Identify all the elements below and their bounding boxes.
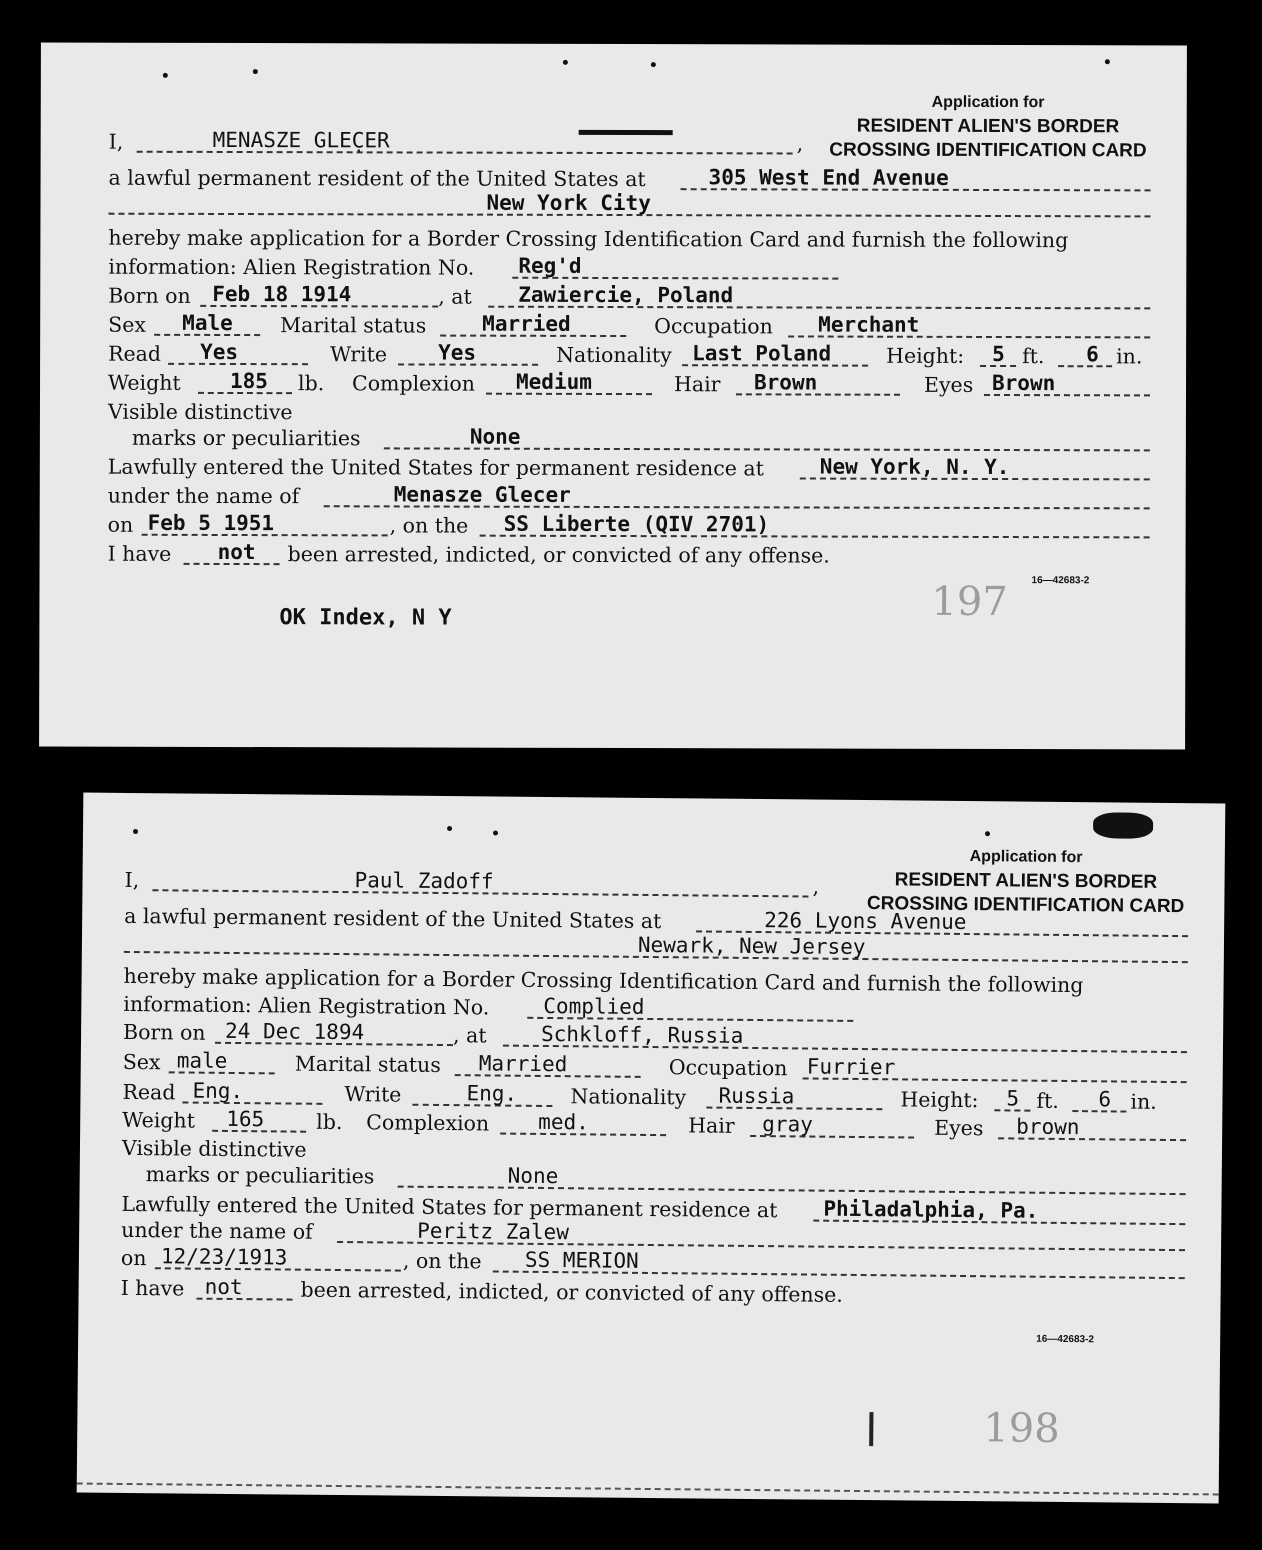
label-born-on: Born on [108,283,191,308]
arrested-row [108,539,1150,572]
write-value: Eng. [466,1081,518,1106]
label-alien-reg: information: Alien Registration No. [108,254,475,280]
entry-port-value: New York, N. Y. [819,454,1010,480]
label-resident: a lawful permanent resident of the United States at [124,903,662,934]
address-street: 305 West End Avenue [708,165,949,190]
form-number: 16—42683-2 [1031,575,1090,587]
label-sex: Sex [108,312,146,337]
marks-value: None [507,1163,559,1189]
label-occupation: Occupation [668,1055,788,1081]
header-line-2: RESIDENT ALIEN'S BORDER [856,115,1120,138]
read-value: Yes [200,339,239,365]
label-marks: marks or peculiarities [131,425,361,451]
marital-value: Married [478,1051,568,1077]
ink-speck [563,60,568,65]
weight-value: 165 [226,1106,265,1132]
label-born-on: Born on [122,1019,206,1045]
occupation-value: Merchant [818,312,920,337]
ink-speck [493,830,498,835]
name-row [109,127,1151,160]
ink-speck [133,829,138,834]
label-complexion: Complexion [352,371,476,396]
entry-port-value: Philadalphia, Pa. [823,1196,1039,1223]
hair-value: gray [762,1112,813,1137]
label-on-the: , on the [389,513,469,538]
label-on: on [107,512,134,537]
ink-speck [1105,59,1110,64]
header-line-1: Application for [969,848,1083,867]
height-feet: 5 [1006,1086,1020,1111]
birth-date: Feb 18 1914 [212,281,352,307]
header-line-2: RESIDENT ALIEN'S BORDER [894,869,1158,893]
label-alien-reg: information: Alien Registration No. [123,991,490,1020]
eyes-value: brown [1016,1114,1080,1140]
label-visible: Visible distinctive [107,399,293,425]
label-hair: Hair [688,1113,735,1138]
handwritten-note: OK Index, N Y [279,605,452,631]
label-weight: Weight [108,370,181,395]
label-nationality: Nationality [556,342,672,368]
header-line-1: Application for [931,93,1045,112]
label-complexion: Complexion [366,1110,490,1136]
residence-row-2 [124,927,1188,967]
marks-row [108,423,1150,456]
label-hereby: hereby make application for a Border Crossing Identification Card and furnish the following [108,225,1069,253]
label-hereby: hereby make application for a Border Crossing Identification Card and furnish the following [123,963,1084,998]
label-in: in. [1130,1089,1157,1114]
write-value: Yes [438,340,477,365]
birth-date: 24 Dec 1894 [224,1018,365,1045]
height-inches: 6 [1098,1087,1112,1112]
header-line-3: CROSSING IDENTIFICATION CARD [829,139,1147,162]
address-city: Newark, New Jersey [637,932,866,960]
pencil-mark [869,1412,873,1446]
label-on: on [120,1245,147,1271]
label-occupation: Occupation [654,314,773,339]
read-value: Eng. [192,1078,244,1104]
label-lawfully: Lawfully entered the United States for permanent residence at [107,454,764,481]
label-ft: ft. [1036,1088,1059,1113]
birth-place: Schkloff, Russia [540,1021,744,1048]
entry-date-value: Feb 5 1951 [147,510,275,536]
label-comma: , [812,874,820,899]
label-hair: Hair [673,372,721,397]
label-at: , at [438,284,472,309]
label-nationality: Nationality [570,1084,687,1110]
read-line [168,337,308,365]
eyes-value: Brown [992,370,1056,396]
application-card-2 [77,793,1226,1504]
nationality-value: Last Poland [692,341,832,366]
label-height: Height: [900,1087,979,1113]
hair-value: Brown [754,370,818,395]
ship-value: SS Liberte (QIV 2701) [503,511,770,537]
label-write: Write [330,342,388,367]
label-read: Read [108,341,162,366]
ship-value: SS MERION [524,1247,639,1273]
birth-place: Zawiercie, Poland [518,282,734,308]
ink-speck [253,69,258,74]
label-have: I have [120,1275,185,1301]
label-weight: Weight [122,1107,196,1133]
entry-name-value: Peritz Zalew [417,1218,570,1245]
label-lb: lb. [298,371,325,396]
marks-value: None [469,424,521,449]
label-i: I, [124,867,140,893]
label-marital: Marital status [280,313,427,338]
entry-name-value: Menasze Glecer [393,482,571,507]
alien-reg-value: Complied [543,993,645,1019]
entry-date-value: 12/23/1913 [160,1244,288,1270]
label-eyes: Eyes [923,372,974,397]
ink-speck [163,73,168,78]
marital-value: Married [482,311,571,336]
label-marks: marks or peculiarities [145,1162,375,1189]
application-card-1 [39,43,1187,750]
address-city: New York City [486,190,651,216]
arrested-value: not [217,539,256,565]
label-height: Height: [886,343,965,368]
label-marital: Marital status [294,1051,441,1077]
label-on-the: , on the [402,1248,482,1274]
label-ft: ft. [1022,344,1045,369]
occupation-value: Furrier [806,1054,896,1080]
height-inches: 6 [1086,342,1099,367]
nationality-value: Russia [718,1083,795,1109]
label-i: I, [108,129,124,154]
label-resident: a lawful permanent resident of the United States at [108,165,646,192]
label-arrested: been arrested, indicted, or convicted of any offense. [300,1277,843,1307]
card-edge-line [77,1483,1219,1496]
sex-value: male [176,1048,228,1073]
label-have: I have [107,541,172,566]
address-street: 226 Lyons Avenue [764,908,967,935]
label-read: Read [122,1079,176,1105]
alien-reg-value: Reg'd [518,253,582,278]
label-comma: , [796,131,804,156]
label-lawfully: Lawfully entered the United States for permanent residence at [121,1191,778,1223]
residence-row-2 [108,189,1150,222]
label-under: under the name of [121,1217,313,1244]
label-write: Write [344,1082,402,1107]
born-row [108,281,1150,314]
label-in: in. [1116,344,1143,369]
label-under: under the name of [107,483,300,509]
arrested-value: not [204,1274,243,1300]
applicant-name: MENASZE GLEC̣ER [212,127,390,153]
weight-row [108,368,1150,401]
complexion-value: Medium [516,369,592,394]
header-line-3: CROSSING IDENTIFICATION CARD [866,893,1185,918]
label-sex: Sex [122,1049,161,1075]
label-visible: Visible distinctive [121,1135,307,1162]
ink-blot [1093,812,1153,839]
label-arrested: been arrested, indicted, or convicted of any offense. [287,542,830,568]
label-eyes: Eyes [934,1115,984,1141]
complexion-value: med. [538,1109,589,1135]
height-feet: 5 [992,341,1005,367]
sex-value: Male [182,310,233,336]
ink-speck [447,826,452,831]
ink-speck [651,62,656,67]
label-lb: lb. [316,1109,343,1135]
stamp-number: 198 [983,1405,1060,1452]
ink-speck [985,831,990,836]
label-at: , at [452,1023,487,1048]
stamp-number: 197 [931,578,1008,626]
form-number: 16—42683-2 [1036,1333,1095,1346]
weight-value: 185 [230,368,269,394]
applicant-name: Paul Zadoff [354,868,494,894]
